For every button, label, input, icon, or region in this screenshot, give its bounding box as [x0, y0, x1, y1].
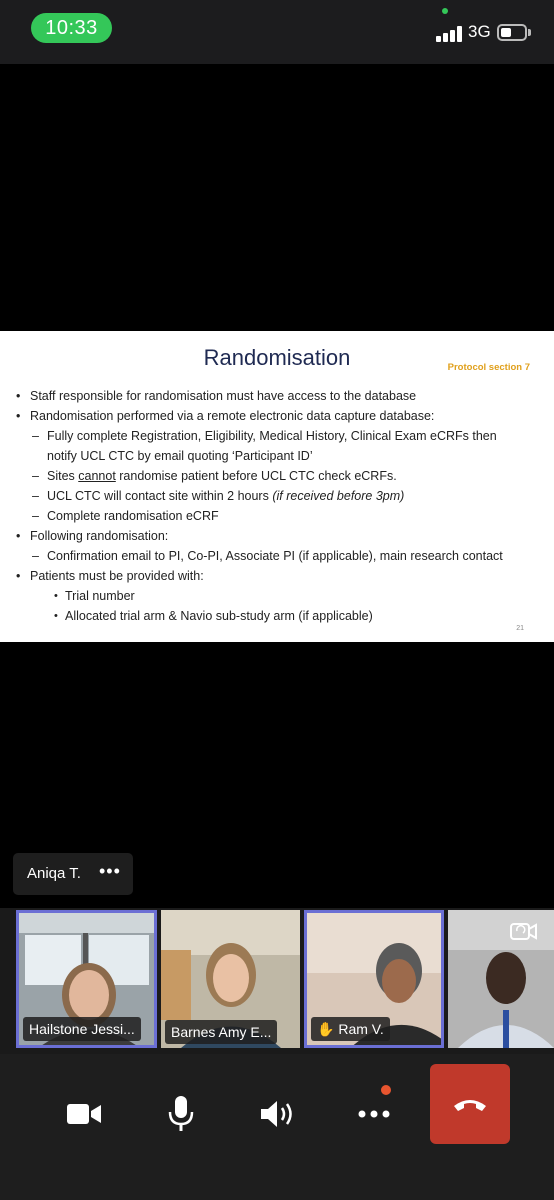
sub-bullet-line: notify UCL CTC by email quoting ‘Participant ID’ — [47, 449, 313, 463]
slide-bullet: • Following randomisation: — [14, 526, 534, 546]
slide-sub-sub-bullet: • Trial number — [14, 586, 534, 606]
speaker-icon — [259, 1099, 295, 1129]
participant-name-text: Ram V. — [338, 1021, 384, 1037]
participant-name: Barnes Amy E... — [165, 1020, 277, 1044]
notification-badge — [381, 1085, 391, 1095]
active-speaker-name: Aniqa T. — [27, 865, 81, 882]
battery-icon — [497, 24, 527, 41]
video-toggle-button[interactable] — [54, 1084, 114, 1144]
slide-sub-bullet — [14, 466, 534, 486]
status-bar — [0, 0, 554, 64]
slide-sub-bullet: – Complete randomisation eCRF — [14, 506, 534, 526]
more-icon[interactable]: ••• — [99, 861, 121, 881]
active-speaker-label[interactable] — [13, 853, 133, 895]
text: UCL CTC will contact site within 2 hours — [47, 489, 273, 503]
end-call-icon — [453, 1096, 487, 1112]
sub-bullet-line: Fully complete Registration, Eligibility, Medical History, Clinical Exam eCRFs then — [47, 429, 497, 443]
slide-sub-sub-bullet: • Allocated trial arm & Navio sub-study arm (if applicable) — [14, 606, 534, 626]
shared-screen-slide[interactable] — [0, 331, 554, 642]
participant-name — [311, 1017, 390, 1041]
text: randomise patient before UCL CTC check eCRFs. — [115, 469, 397, 483]
slide-bullet: • Staff responsible for randomisation must have access to the database — [14, 386, 534, 406]
participant-tile[interactable] — [16, 910, 157, 1048]
call-controls — [0, 1054, 554, 1200]
italic-text: (if received before 3pm) — [272, 489, 405, 503]
slide-sub-bullet — [14, 426, 534, 466]
camera-switch-icon[interactable] — [510, 920, 538, 944]
participant-name: Hailstone Jessi... — [23, 1017, 141, 1041]
video-camera-icon — [67, 1102, 101, 1126]
slide-bullet: • Randomisation performed via a remote electronic data capture database: — [14, 406, 534, 426]
end-call-button[interactable] — [430, 1064, 510, 1144]
raised-hand-icon: ✋ — [317, 1021, 335, 1037]
slide-body — [14, 386, 534, 626]
participant-tile[interactable] — [304, 910, 444, 1048]
microphone-icon — [168, 1096, 194, 1132]
slide-title: Randomisation — [203, 345, 351, 370]
more-options-icon — [358, 1110, 390, 1118]
text: Sites — [47, 469, 79, 483]
battery-tip — [528, 29, 531, 36]
more-options-button[interactable] — [344, 1084, 404, 1144]
participant-tile[interactable] — [161, 910, 300, 1048]
slide-page-number: 21 — [516, 625, 524, 632]
participant-video — [448, 910, 554, 1048]
protocol-reference: Protocol section 7 — [447, 362, 530, 373]
slide-bullet: • Patients must be provided with: — [14, 566, 534, 586]
network-type: 3G — [468, 22, 491, 41]
speaker-button[interactable] — [247, 1084, 307, 1144]
participant-tile[interactable] — [448, 910, 554, 1048]
signal-strength-icon — [436, 24, 464, 42]
slide-sub-bullet: – Confirmation email to PI, Co-PI, Associate PI (if applicable), main research contact — [14, 546, 534, 566]
status-time[interactable]: 10:33 — [31, 13, 112, 43]
slide-sub-bullet — [14, 486, 534, 506]
underlined-text: cannot — [78, 469, 116, 483]
participant-strip[interactable] — [0, 908, 554, 1054]
mute-button[interactable] — [151, 1084, 211, 1144]
privacy-indicator-dot — [442, 8, 448, 14]
